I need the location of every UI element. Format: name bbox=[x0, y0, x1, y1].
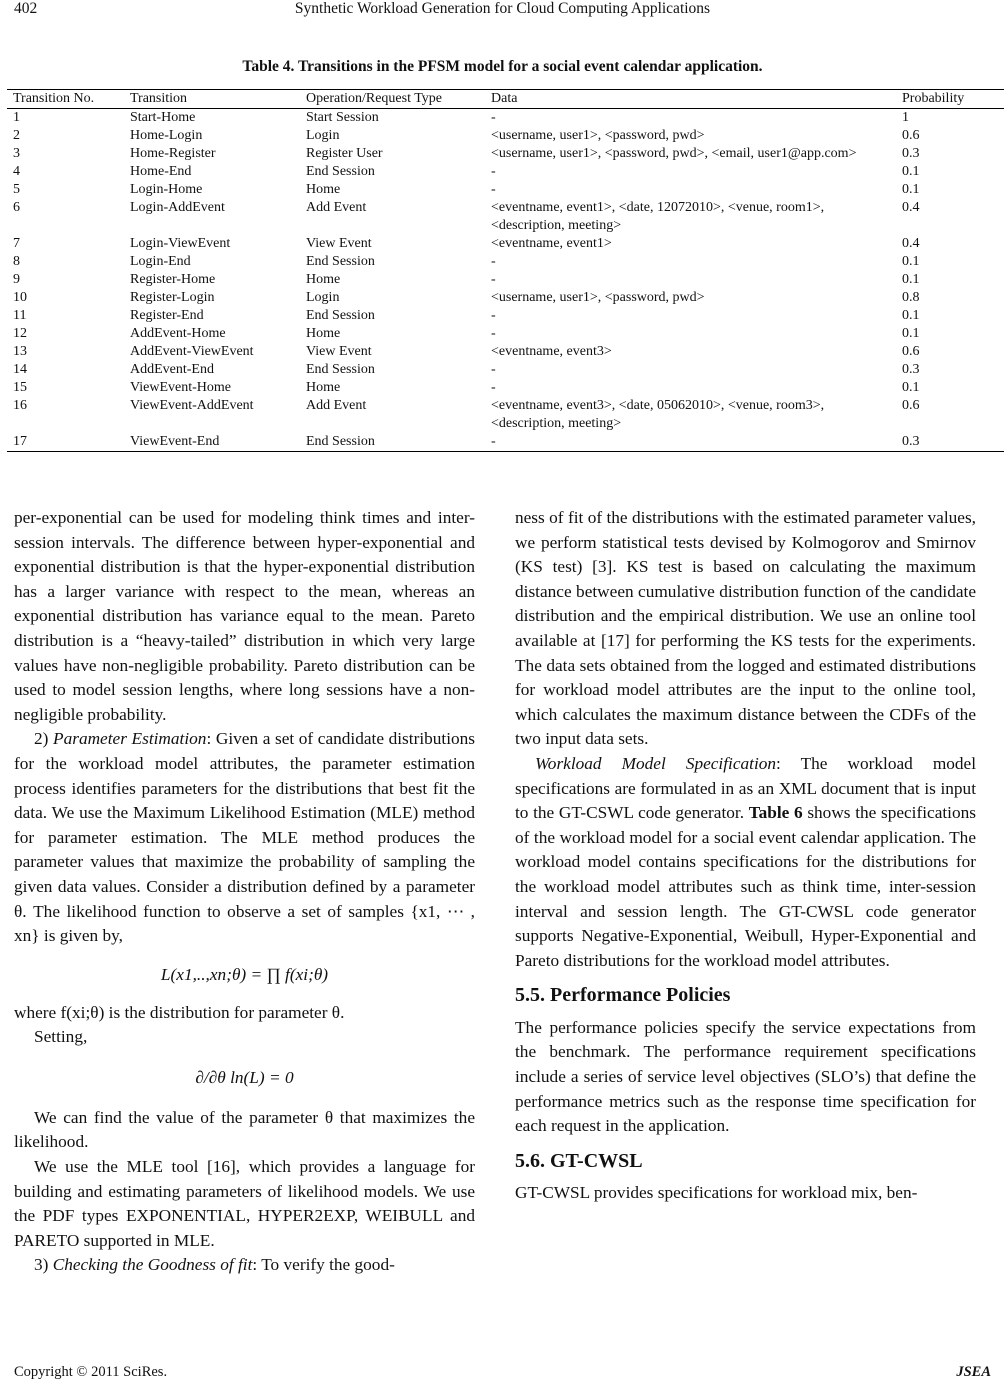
cell-transition-no: 14 bbox=[13, 362, 27, 377]
cell-probability: 0.1 bbox=[902, 164, 920, 179]
cell-operation-type: Home bbox=[306, 380, 341, 395]
cell-transition: Login-Home bbox=[130, 182, 203, 197]
cell-transition-no: 17 bbox=[7, 433, 124, 452]
journal-name: JSEA bbox=[956, 1364, 991, 1380]
cell-transition: Home-Login bbox=[130, 128, 203, 143]
setting-label: Setting, bbox=[34, 1027, 88, 1047]
paragraph-goodness-of-fit bbox=[14, 1253, 475, 1278]
cell-operation-type: End Session bbox=[306, 164, 375, 179]
item-number: 3) bbox=[34, 1255, 53, 1275]
cell-probability: 0.4 bbox=[902, 200, 920, 215]
running-title: Synthetic Workload Generation for Cloud Computing Applications bbox=[294, 0, 711, 17]
cell-operation-type: Home bbox=[306, 326, 341, 341]
cell-data: <eventname, event1>, <date, 12072010>, <venue, room1>, <description, meeting> bbox=[491, 200, 825, 233]
cell-transition: AddEvent-ViewEvent bbox=[130, 344, 254, 359]
table-row bbox=[7, 343, 1004, 361]
table-row bbox=[7, 253, 1004, 271]
table-row bbox=[7, 361, 1004, 379]
cell-probability: 0.3 bbox=[896, 433, 1004, 452]
table-row bbox=[7, 289, 1004, 307]
cell-data: - bbox=[491, 164, 496, 179]
header-transition: Transition bbox=[124, 90, 300, 109]
header-data: Data bbox=[485, 90, 896, 109]
cell-data: <username, user1>, <password, pwd> bbox=[491, 290, 705, 305]
cell-transition: Home-End bbox=[130, 164, 192, 179]
cell-data: - bbox=[491, 254, 496, 269]
paragraph-performance-policies: The performance policies specify the service expectations from the benchmark. The performance requirement specifications include a series of service level objectives (SLO’s) that define the performance metrics such as the response time specification for each request in the application. bbox=[515, 1017, 976, 1136]
left-column bbox=[14, 506, 475, 1278]
cell-probability: 0.6 bbox=[902, 344, 920, 359]
cell-operation-type: Home bbox=[306, 182, 341, 197]
paragraph-text: : The workload model specifications are formulated in as an XML document that is input to the GT-CSWL code generator. bbox=[515, 753, 977, 823]
header-transition-no: Transition No. bbox=[7, 90, 124, 109]
cell-transition: ViewEvent-End bbox=[124, 433, 300, 452]
header-probability: Probability bbox=[896, 90, 1004, 109]
item-number: 2) bbox=[34, 729, 54, 749]
right-column bbox=[515, 506, 976, 1206]
cell-probability: 0.8 bbox=[902, 290, 920, 305]
section-heading-gt-cwsl: 5.6. GT-CWSL bbox=[515, 1149, 643, 1172]
cell-transition-no: 15 bbox=[13, 380, 27, 395]
cell-transition: Register-Home bbox=[130, 272, 216, 287]
cell-transition: Home-Register bbox=[130, 146, 216, 161]
cell-transition-no: 4 bbox=[13, 164, 20, 179]
cell-data: <username, user1>, <password, pwd> bbox=[491, 128, 705, 143]
cell-probability: 0.1 bbox=[902, 254, 920, 269]
paragraph-mle-tool: We use the MLE tool [16], which provides a language for building and estimating parameters of likelihood models. We use the PDF types EXPONENTIAL, HYPER2EXP, WEIBULL and PARETO supported in MLE. bbox=[14, 1157, 475, 1250]
cell-data: - bbox=[491, 182, 496, 197]
cell-probability: 0.1 bbox=[902, 308, 920, 323]
paragraph-ks-test: ness of fit of the distributions with the estimated parameter values, we perform statistical tests devised by Kolmogorov and Smirnov (KS test) [3]. KS test is based on calculating the maximum distance between cumulative distribution function of the candidate distribution and the empirical distribution. We use an online tool available at [17] for performing the KS tests for the experiments. The data sets obtained from the logged and estimated distributions for workload model attributes are the input to the online tool, which calculates the maximum distance between the CDFs of the two input data sets. bbox=[515, 508, 976, 749]
paragraph-distributions: per-exponential can be used for modeling think times and inter-session intervals. The difference between hyper-exponential and exponential distribution is that the hyper-exponential distribution has a larger variance with respect to the mean, whereas an exponential distribution has variance equal to the mean. Pareto distribution is a “heavy-tailed” distribution in which very large values have non-negligible probability. Pareto distribution can be used to model session lengths, where long sessions have a non-negligible probability. bbox=[14, 508, 475, 724]
cell-operation-type: End Session bbox=[306, 308, 375, 323]
subheading-workload-spec: Workload Model Specification bbox=[535, 753, 777, 773]
cell-transition-no: 7 bbox=[13, 236, 20, 251]
cell-probability: 0.3 bbox=[902, 362, 920, 377]
cell-operation-type: Add Event bbox=[306, 398, 367, 413]
paragraph-maximize: We can find the value of the parameter θ that maximizes the likelihood. bbox=[14, 1107, 475, 1152]
paragraph-text: : Given a set of candidate distributions for the workload model attributes, the parameter estimation process identifies parameters for the distributions that best fit the data. We use the Maximum Likelihood Estimation (MLE) method for parameter estimation. The MLE method produces the parameter values that maximize the probability of sampling the given data values. Consider a distribution defined by a parameter θ. The likelihood function to observe a set of samples {x1, ⋯ , xn} is given by, bbox=[14, 729, 476, 946]
cell-transition: Register-Login bbox=[130, 290, 215, 305]
page-footer bbox=[14, 1364, 991, 1381]
cell-probability: 0.3 bbox=[902, 146, 920, 161]
table-row bbox=[7, 271, 1004, 289]
table-row bbox=[7, 325, 1004, 343]
cell-transition-no: 11 bbox=[13, 308, 27, 323]
cell-operation-type: Login bbox=[306, 290, 340, 305]
cell-transition: Register-End bbox=[130, 308, 204, 323]
table-header-row bbox=[7, 90, 1004, 109]
cell-operation-type: End Session bbox=[306, 254, 375, 269]
cell-operation-type: End Session bbox=[306, 362, 375, 377]
header-operation-type: Operation/Request Type bbox=[300, 90, 485, 109]
cell-transition-no: 13 bbox=[13, 344, 27, 359]
cell-operation-type: View Event bbox=[306, 236, 372, 251]
cell-transition: Login-ViewEvent bbox=[130, 236, 231, 251]
cell-transition-no: 1 bbox=[13, 110, 20, 125]
paragraph-gt-cwsl: GT-CWSL provides specifications for workload mix, ben- bbox=[515, 1183, 918, 1203]
cell-data: - bbox=[491, 308, 496, 323]
cell-operation-type: Register User bbox=[306, 146, 383, 161]
cell-transition: ViewEvent-AddEvent bbox=[130, 398, 254, 413]
table-row bbox=[7, 199, 1004, 235]
cell-transition: Start-Home bbox=[130, 110, 196, 125]
table-reference: Table 6 bbox=[748, 803, 803, 823]
page-header bbox=[14, 0, 991, 22]
cell-transition-no: 6 bbox=[13, 200, 20, 215]
cell-operation-type: View Event bbox=[306, 344, 372, 359]
table-row bbox=[7, 235, 1004, 253]
cell-probability: 0.1 bbox=[902, 380, 920, 395]
table-row bbox=[7, 433, 1004, 452]
cell-data: - bbox=[491, 326, 496, 341]
cell-transition-no: 2 bbox=[13, 128, 20, 143]
table-row bbox=[7, 379, 1004, 397]
cell-operation-type: End Session bbox=[300, 433, 485, 452]
cell-transition-no: 8 bbox=[13, 254, 20, 269]
cell-data: - bbox=[491, 272, 496, 287]
cell-probability: 0.1 bbox=[902, 326, 920, 341]
cell-transition-no: 10 bbox=[13, 290, 27, 305]
paragraph-parameter-estimation bbox=[14, 727, 475, 948]
paragraph-text: : To verify the good- bbox=[252, 1255, 395, 1275]
cell-operation-type: Login bbox=[306, 128, 340, 143]
table-row bbox=[7, 145, 1004, 163]
cell-probability: 0.6 bbox=[902, 128, 920, 143]
cell-transition-no: 5 bbox=[13, 182, 20, 197]
cell-data: - bbox=[491, 380, 496, 395]
derivative-equation: ∂/∂θ ln(L) = 0 bbox=[195, 1067, 294, 1087]
cell-probability: 0.1 bbox=[902, 182, 920, 197]
cell-probability: 0.6 bbox=[902, 398, 920, 413]
cell-data: - bbox=[491, 362, 496, 377]
cell-data: - bbox=[491, 110, 496, 125]
subheading-goodness-of-fit: Checking the Goodness of fit bbox=[52, 1255, 253, 1275]
equation-where: where f(xi;θ) is the distribution for parameter θ. bbox=[14, 1002, 345, 1022]
cell-data: <eventname, event3> bbox=[491, 344, 612, 359]
cell-probability: 1 bbox=[902, 110, 909, 125]
cell-probability: 0.1 bbox=[902, 272, 920, 287]
table-row bbox=[7, 163, 1004, 181]
cell-operation-type: Start Session bbox=[306, 110, 379, 125]
cell-transition-no: 12 bbox=[13, 326, 27, 341]
subheading-parameter-estimation: Parameter Estimation bbox=[53, 729, 207, 749]
cell-operation-type: Home bbox=[306, 272, 341, 287]
cell-transition: ViewEvent-Home bbox=[130, 380, 232, 395]
table-row bbox=[7, 181, 1004, 199]
page-number: 402 bbox=[14, 0, 38, 17]
cell-transition: Login-AddEvent bbox=[130, 200, 225, 215]
likelihood-equation: L(x1,..,xn;θ) = ∏ f(xi;θ) bbox=[160, 964, 329, 984]
cell-transition: AddEvent-End bbox=[130, 362, 214, 377]
cell-operation-type: Add Event bbox=[306, 200, 367, 215]
paragraph-text: shows the specifications of the workload model for a social event calendar application. The workload model contains specifications for the distributions for the workload model attributes such as think time, inter-session interval and session length. The GT-CWSL code generator supports Negative-Exponential, Weibull, Hyper-Exponential and Pareto distributions for the workload model attributes. bbox=[515, 803, 976, 970]
transitions-table bbox=[7, 89, 1004, 452]
cell-data: <eventname, event3>, <date, 05062010>, <venue, room3>, <description, meeting> bbox=[491, 398, 825, 431]
section-heading-performance-policies: 5.5. Performance Policies bbox=[515, 984, 731, 1007]
table-row bbox=[7, 307, 1004, 325]
cell-transition-no: 16 bbox=[13, 398, 27, 413]
table-row bbox=[7, 109, 1004, 128]
cell-transition-no: 3 bbox=[13, 146, 20, 161]
table-caption: Table 4. Transitions in the PFSM model for a social event calendar application. bbox=[242, 58, 763, 75]
table-row bbox=[7, 397, 1004, 433]
cell-transition-no: 9 bbox=[13, 272, 20, 287]
cell-data: <eventname, event1> bbox=[491, 236, 612, 251]
table-row bbox=[7, 127, 1004, 145]
cell-data: - bbox=[485, 433, 896, 452]
cell-probability: 0.4 bbox=[902, 236, 920, 251]
cell-transition: AddEvent-Home bbox=[130, 326, 226, 341]
cell-data: <username, user1>, <password, pwd>, <email, user1@app.com> bbox=[491, 146, 857, 161]
copyright: Copyright © 2011 SciRes. bbox=[14, 1364, 168, 1380]
paragraph-workload-spec bbox=[515, 752, 976, 973]
cell-transition: Login-End bbox=[130, 254, 191, 269]
